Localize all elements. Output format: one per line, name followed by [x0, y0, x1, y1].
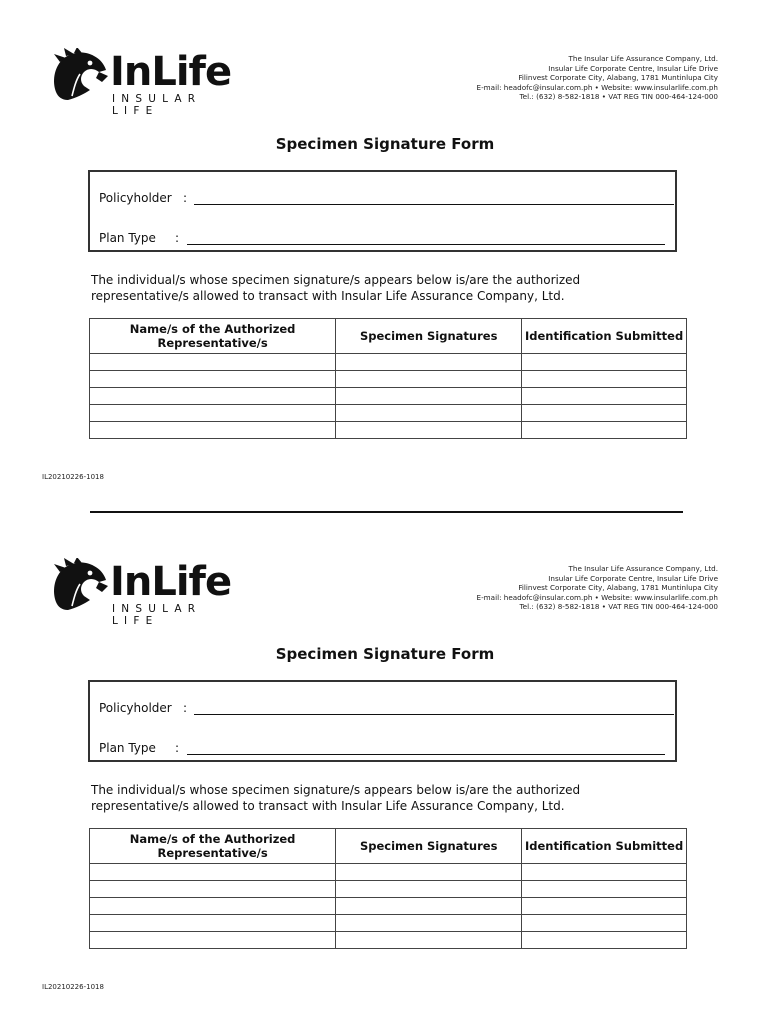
company-address-block: [388, 564, 718, 612]
table-header-row: [90, 829, 687, 864]
name-cell[interactable]: [90, 898, 336, 915]
name-cell[interactable]: [90, 388, 336, 405]
signature-cell[interactable]: [336, 864, 522, 881]
statement-line: The individual/s whose specimen signature/s appears below is/are the authorized: [91, 273, 581, 287]
field-colon: :: [183, 701, 188, 715]
policyholder-label: Policyholder: [99, 701, 172, 715]
form-code: IL20210226-1018: [42, 983, 104, 991]
signature-cell[interactable]: [336, 371, 522, 388]
header-representative-names: Name/s of the Authorized Representative/s: [90, 829, 336, 864]
plan-type-label: Plan Type: [99, 231, 156, 245]
table-row: [90, 864, 687, 881]
signature-cell[interactable]: [336, 354, 522, 371]
plan-type-field[interactable]: [99, 741, 180, 755]
name-cell[interactable]: [90, 932, 336, 949]
table-row: [90, 371, 687, 388]
header-representative-names: Name/s of the Authorized Representative/s: [90, 319, 336, 354]
brand-tagline: INSULAR LIFE: [112, 603, 202, 627]
policyholder-field[interactable]: [99, 191, 188, 205]
plan-type-blank-line[interactable]: [187, 754, 665, 755]
identification-cell[interactable]: [522, 422, 687, 439]
company-contact-line: E-mail: headofc@insular.com.ph • Website: www.insularlife.com.ph: [476, 592, 718, 602]
table-row: [90, 915, 687, 932]
signature-cell[interactable]: [336, 932, 522, 949]
representatives-table: [89, 318, 687, 439]
table-row: [90, 388, 687, 405]
form-title: Specimen Signature Form: [275, 645, 495, 663]
signature-cell[interactable]: [336, 898, 522, 915]
header-identification-submitted: Identification Submitted: [522, 319, 687, 354]
form-copy-bottom: [0, 510, 770, 1022]
name-cell[interactable]: [90, 405, 336, 422]
identification-cell[interactable]: [522, 932, 687, 949]
company-tel-line: Tel.: (632) 8-582-1818 • VAT REG TIN 000-464-124-000: [519, 602, 718, 612]
company-address-block: [388, 54, 718, 102]
company-city-line: Filinvest Corporate City, Alabang, 1781 Muntinlupa City: [518, 583, 718, 593]
identification-cell[interactable]: [522, 405, 687, 422]
name-cell[interactable]: [90, 915, 336, 932]
identification-cell[interactable]: [522, 881, 687, 898]
plan-type-label: Plan Type: [99, 741, 156, 755]
table-header-row: [90, 319, 687, 354]
plan-type-field[interactable]: [99, 231, 180, 245]
statement-line: representative/s allowed to transact with Insular Life Assurance Company, Ltd.: [91, 799, 565, 813]
header-identification-submitted: Identification Submitted: [522, 829, 687, 864]
company-tel-line: Tel.: (632) 8-582-1818 • VAT REG TIN 000-464-124-000: [519, 92, 718, 102]
policyholder-label: Policyholder: [99, 191, 172, 205]
header-specimen-signatures: Specimen Signatures: [336, 319, 522, 354]
name-cell[interactable]: [90, 371, 336, 388]
authorization-statement: [91, 782, 691, 814]
company-name: The Insular Life Assurance Company, Ltd.: [568, 564, 718, 573]
name-cell[interactable]: [90, 864, 336, 881]
signature-cell[interactable]: [336, 388, 522, 405]
representatives-table: [89, 828, 687, 949]
table-row: [90, 422, 687, 439]
policyholder-field[interactable]: [99, 701, 188, 715]
statement-line: The individual/s whose specimen signature/s appears below is/are the authorized: [91, 783, 581, 797]
signature-cell[interactable]: [336, 915, 522, 932]
name-cell[interactable]: [90, 881, 336, 898]
company-contact-line: E-mail: headofc@insular.com.ph • Website: www.insularlife.com.ph: [476, 82, 718, 92]
company-name: The Insular Life Assurance Company, Ltd.: [568, 54, 718, 63]
authorization-statement: [91, 272, 691, 304]
plan-type-blank-line[interactable]: [187, 244, 665, 245]
form-title: Specimen Signature Form: [275, 135, 495, 153]
name-cell[interactable]: [90, 354, 336, 371]
policyholder-blank-line[interactable]: [194, 204, 674, 205]
signature-cell[interactable]: [336, 422, 522, 439]
identification-cell[interactable]: [522, 354, 687, 371]
company-city-line: Filinvest Corporate City, Alabang, 1781 Muntinlupa City: [518, 73, 718, 83]
identification-cell[interactable]: [522, 915, 687, 932]
header-specimen-signatures: Specimen Signatures: [336, 829, 522, 864]
field-colon: :: [175, 741, 180, 755]
field-colon: :: [183, 191, 188, 205]
form-code: IL20210226-1018: [42, 473, 104, 481]
table-row: [90, 898, 687, 915]
identification-cell[interactable]: [522, 864, 687, 881]
brand-name: InLife: [110, 49, 232, 95]
brand-tagline: INSULAR LIFE: [112, 93, 202, 117]
inlife-logo: [50, 558, 250, 627]
signature-cell[interactable]: [336, 881, 522, 898]
policyholder-blank-line[interactable]: [194, 714, 674, 715]
table-row: [90, 932, 687, 949]
name-cell[interactable]: [90, 422, 336, 439]
identification-cell[interactable]: [522, 388, 687, 405]
company-address-line: Insular Life Corporate Centre, Insular Life Drive: [548, 573, 718, 583]
policy-info-box: [88, 170, 677, 252]
table-row: [90, 354, 687, 371]
eagle-head-icon: [50, 48, 110, 106]
brand-name: InLife: [110, 559, 232, 605]
field-colon: :: [175, 231, 180, 245]
table-row: [90, 405, 687, 422]
table-row: [90, 881, 687, 898]
signature-cell[interactable]: [336, 405, 522, 422]
statement-line: representative/s allowed to transact with Insular Life Assurance Company, Ltd.: [91, 289, 565, 303]
inlife-logo: [50, 48, 250, 117]
company-address-line: Insular Life Corporate Centre, Insular Life Drive: [548, 63, 718, 73]
eagle-head-icon: [50, 558, 110, 616]
identification-cell[interactable]: [522, 898, 687, 915]
policy-info-box: [88, 680, 677, 762]
identification-cell[interactable]: [522, 371, 687, 388]
